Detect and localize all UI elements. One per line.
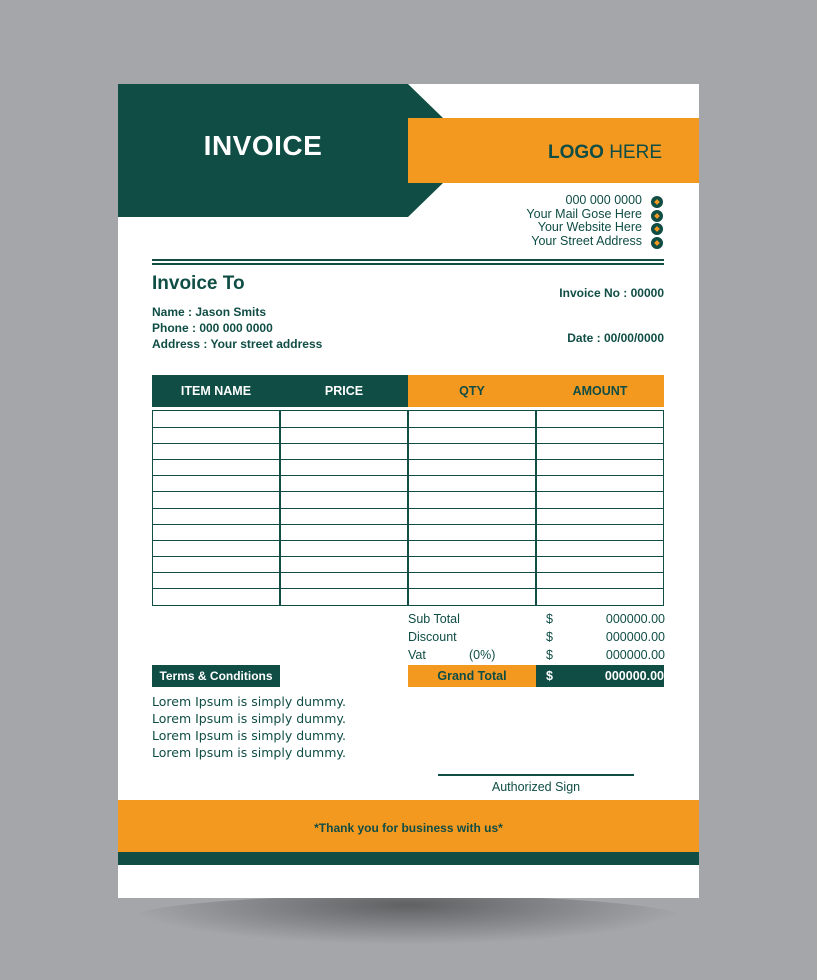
contact-website: Your Website Here xyxy=(537,220,642,234)
row-divider xyxy=(153,443,663,444)
signature-line xyxy=(438,774,634,776)
invoice-number: Invoice No : 00000 xyxy=(559,286,664,300)
page-shadow xyxy=(125,895,690,945)
row-divider xyxy=(153,572,663,573)
vat-label: Vat xyxy=(408,648,426,662)
column-header-qty: QTY xyxy=(408,375,536,407)
grand-total-value: 000000.00 xyxy=(604,669,664,683)
client-address: Address : Your street address xyxy=(152,337,323,351)
row-divider xyxy=(153,459,663,460)
grand-total-label: Grand Total xyxy=(408,665,536,687)
discount-currency: $ xyxy=(546,630,553,644)
vat-rate: (0%) xyxy=(469,648,496,662)
row-divider xyxy=(153,491,663,492)
subtotal-currency: $ xyxy=(546,612,553,626)
grand-total-currency: $ xyxy=(546,669,553,683)
location-icon xyxy=(651,237,663,249)
terms-line: Lorem Ipsum is simply dummy. xyxy=(152,694,347,709)
subtotal-value: 000000.00 xyxy=(605,612,665,626)
footer-thanks: *Thank you for business with us* xyxy=(314,821,503,835)
vat-value: 000000.00 xyxy=(605,648,665,662)
terms-line: Lorem Ipsum is simply dummy. xyxy=(152,711,347,726)
row-divider xyxy=(153,427,663,428)
subtotal-label: Sub Total xyxy=(408,612,460,626)
phone-icon xyxy=(651,196,663,208)
authorized-sign-label: Authorized Sign xyxy=(491,780,581,794)
invoice-page xyxy=(118,84,699,898)
items-table xyxy=(152,410,664,606)
invoice-to-heading: Invoice To xyxy=(152,273,245,294)
logo-light-text: HERE xyxy=(609,142,662,163)
client-phone: Phone : 000 000 0000 xyxy=(152,321,273,335)
discount-value: 000000.00 xyxy=(605,630,665,644)
row-divider xyxy=(153,540,663,541)
terms-heading: Terms & Conditions xyxy=(152,665,280,687)
discount-label: Discount xyxy=(408,630,457,644)
row-divider xyxy=(153,588,663,589)
column-header-amount: AMOUNT xyxy=(536,375,664,407)
row-divider xyxy=(153,524,663,525)
globe-icon xyxy=(651,223,663,235)
contact-phone: 000 000 0000 xyxy=(565,193,642,207)
row-divider xyxy=(153,508,663,509)
terms-line: Lorem Ipsum is simply dummy. xyxy=(152,745,347,760)
row-divider xyxy=(153,475,663,476)
invoice-date: Date : 00/00/0000 xyxy=(567,331,664,345)
mail-icon xyxy=(651,210,663,222)
vat-currency: $ xyxy=(546,648,553,662)
contact-address: Your Street Address xyxy=(531,234,642,248)
invoice-title: INVOICE xyxy=(203,130,323,161)
contact-email: Your Mail Gose Here xyxy=(526,207,642,221)
logo-placeholder xyxy=(548,142,662,164)
column-header-item-name: ITEM NAME xyxy=(152,375,280,407)
divider-top xyxy=(152,259,664,261)
row-divider xyxy=(153,556,663,557)
footer-green-bar xyxy=(118,852,699,865)
divider-bottom xyxy=(152,263,664,265)
column-header-price: PRICE xyxy=(280,375,408,407)
logo-bold-text: LOGO xyxy=(547,142,604,163)
client-name: Name : Jason Smits xyxy=(152,305,267,319)
terms-line: Lorem Ipsum is simply dummy. xyxy=(152,728,347,743)
grand-total-box xyxy=(536,665,664,687)
